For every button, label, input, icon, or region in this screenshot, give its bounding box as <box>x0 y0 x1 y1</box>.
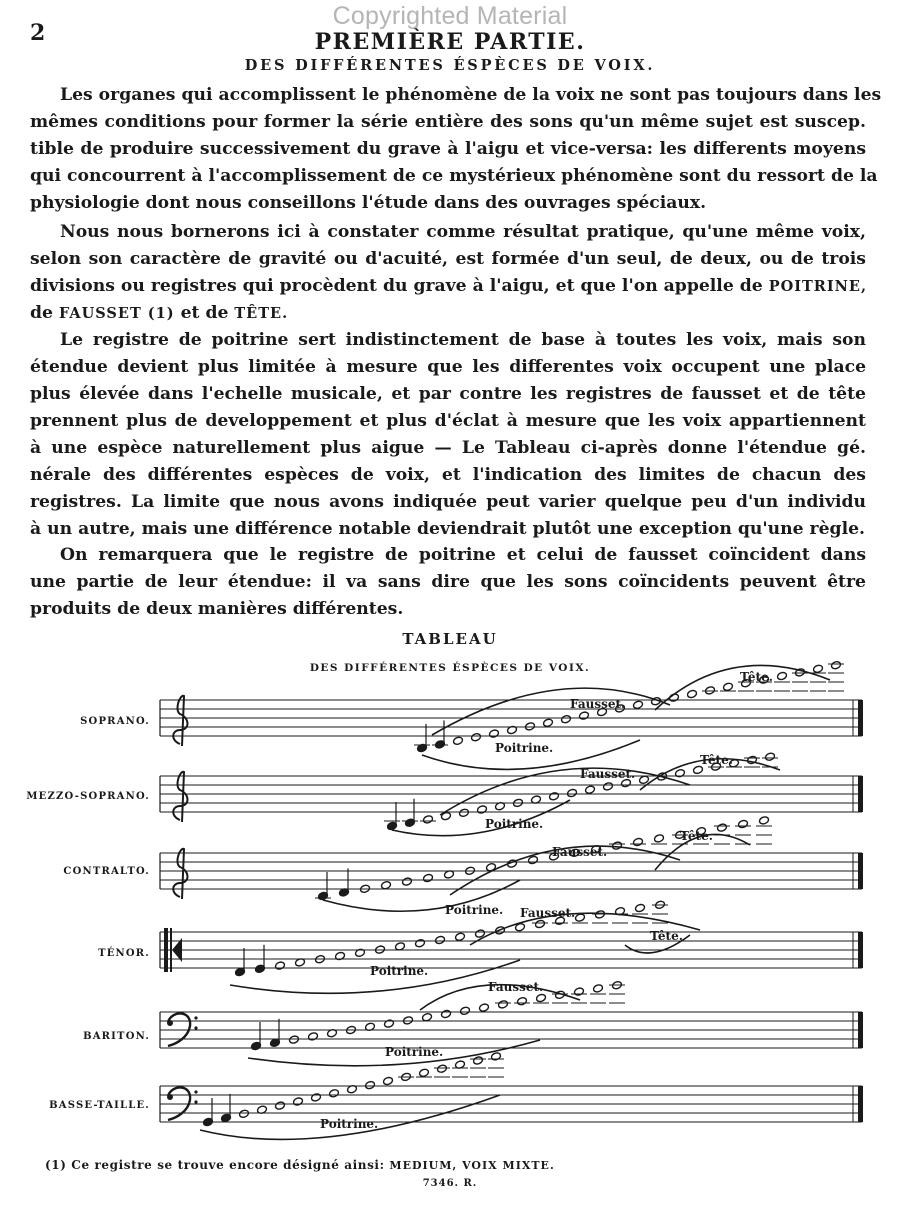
register-label-tete: Tête. <box>650 929 683 943</box>
text-line: mêmes conditions pour former la série entière des sons qu'un même sujet est suscep. <box>30 112 866 132</box>
note-head <box>441 1009 452 1018</box>
note-head <box>293 1097 304 1106</box>
term-tete: TÊTE. <box>234 305 289 322</box>
note-head <box>549 792 560 801</box>
fausset-slur <box>432 688 670 735</box>
bass-clef-dot-icon <box>194 1090 197 1093</box>
final-barline <box>858 1086 863 1122</box>
note-head <box>423 815 434 824</box>
text-line: à un autre, mais une différence notable deviendrait plutôt une exception qu'une règle. <box>30 519 866 539</box>
note-head <box>813 664 824 673</box>
treble-clef-icon <box>173 772 187 822</box>
voice-label-bariton: BARITON. <box>83 1031 150 1042</box>
note-head <box>517 997 528 1006</box>
note-head <box>777 671 788 680</box>
voice-label-soprano: SOPRANO. <box>80 716 150 727</box>
note-head <box>308 1032 319 1041</box>
note-head <box>275 1101 286 1110</box>
note-head <box>365 1080 376 1089</box>
register-label-poitrine: Poitrine. <box>485 817 544 831</box>
note-head <box>473 1056 484 1065</box>
bass-clef-icon <box>167 1020 173 1026</box>
staff <box>160 1012 863 1048</box>
note-head <box>384 1019 395 1028</box>
staff <box>160 1086 863 1122</box>
text-line: physiologie dont nous conseillons l'étude dans des ouvrages spéciaux. <box>30 193 707 213</box>
register-label-fausset: Fausset. <box>580 767 636 781</box>
text-line: produits de deux manières différentes. <box>30 599 404 619</box>
final-barline <box>858 700 863 736</box>
register-label-fausset: Fausset. <box>570 697 626 711</box>
text-line: nérale des différentes espèces de voix, et l'indication des limites de chacun des <box>30 465 866 485</box>
footnote-terms: MEDIUM, VOIX MIXTE. <box>389 1159 555 1172</box>
note-head <box>423 873 434 882</box>
final-barline <box>858 1012 863 1048</box>
text-line: tible de produire successivement du grave à l'aigu et vice-versa: les differents moyens <box>30 139 866 159</box>
note-head <box>738 819 749 828</box>
text-line: registres. La limite que nous avons indiquée peut varier quelque peu d'un individu <box>30 492 866 512</box>
voice-label-basse-taille: BASSE-TAILLE. <box>49 1100 150 1111</box>
register-label-fausset: Fausset. <box>552 845 608 859</box>
register-slurs <box>200 665 830 1139</box>
note-head <box>239 1109 250 1118</box>
text-line: à une espèce naturellement plus aigue — Le Tableau ci-après donne l'étendue gé. <box>30 438 866 458</box>
treble-clef-icon <box>173 849 187 899</box>
note-head <box>687 689 698 698</box>
voice-label-contralto: CONTRALTO. <box>63 866 150 877</box>
part-title: PREMIÈRE PARTIE. <box>314 29 586 55</box>
c-clef-icon <box>164 928 168 972</box>
term-fausset: FAUSSET (1) <box>58 305 175 322</box>
note-head <box>723 682 734 691</box>
register-label-fausset: Fausset. <box>520 906 576 920</box>
plate-number: 7346. R. <box>422 1178 478 1189</box>
note-head <box>489 729 500 738</box>
note-head <box>612 841 623 850</box>
note-head <box>498 1000 509 1009</box>
note-head <box>435 935 446 944</box>
bass-clef-dot-icon <box>194 1016 197 1019</box>
note-head <box>415 939 426 948</box>
note-head <box>289 1035 300 1044</box>
final-barline <box>858 932 863 968</box>
footnote <box>45 1158 555 1172</box>
note-head <box>525 722 536 731</box>
note-head <box>403 1016 414 1025</box>
note-head <box>574 987 585 996</box>
note-head <box>471 733 482 742</box>
text-line: On remarquera que le registre de poitrine et celui de fausset coïncident dans <box>60 545 866 565</box>
register-label-fausset: Fausset. <box>488 980 544 994</box>
page-number: 2 <box>30 20 46 46</box>
staves <box>160 696 863 1122</box>
term-poitrine: POITRINE, <box>768 278 867 295</box>
note-head <box>311 1093 322 1102</box>
staff <box>160 772 863 822</box>
text-line: une partie de leur étendue: il va sans dire que les sons coïncidents peuvent être <box>30 572 866 592</box>
register-labels <box>320 670 773 1131</box>
text-line: étendue devient plus limitée à mesure que les differentes voix occupent une place <box>30 357 866 377</box>
copyright-watermark: Copyrighted Material <box>332 2 568 30</box>
treble-clef-icon <box>173 696 187 746</box>
poitrine-slur <box>392 800 570 836</box>
register-label-poitrine: Poitrine. <box>370 964 429 978</box>
note-head <box>535 919 546 928</box>
text-line: Les organes qui accomplissent le phénomène de la voix ne sont pas toujours dans les <box>60 85 882 105</box>
note-head <box>477 805 488 814</box>
text-segment: de <box>30 303 53 323</box>
c-clef-icon <box>170 928 172 972</box>
register-label-tete: Tête. <box>740 670 773 684</box>
note-head <box>765 752 776 761</box>
note-head <box>536 993 547 1002</box>
note-head <box>455 932 466 941</box>
register-label-poitrine: Poitrine. <box>495 741 554 755</box>
note-head <box>275 961 286 970</box>
note-head <box>705 686 716 695</box>
text-segment: et de <box>180 303 229 323</box>
text-line: prennent plus de developpement et plus d'éclat à mesure que les voix appartiennent <box>30 411 866 431</box>
note-head <box>419 1068 430 1077</box>
register-label-tete: Tête. <box>680 829 713 843</box>
note-head <box>479 1003 490 1012</box>
note-head <box>585 785 596 794</box>
note-head <box>603 782 614 791</box>
staff <box>160 928 863 972</box>
note-head <box>437 1064 448 1073</box>
note-head <box>459 808 470 817</box>
note-head <box>329 1089 340 1098</box>
section-title: DES DIFFÉRENTES ÉSPÈCES DE VOIX. <box>244 57 656 74</box>
c-clef-icon <box>172 938 182 962</box>
register-label-poitrine: Poitrine. <box>320 1117 379 1131</box>
register-label-poitrine: Poitrine. <box>445 903 504 917</box>
bass-clef-icon <box>167 1094 173 1100</box>
note-head <box>635 903 646 912</box>
voice-label-tenor: TÉNOR. <box>98 948 150 959</box>
note-head <box>654 834 665 843</box>
text-line: selon son caractère de gravité ou d'acuité, est formée d'un seul, de deux, ou de trois <box>30 249 866 269</box>
fausset-slur <box>440 768 690 815</box>
voice-label-mezzo-soprano: MEZZO-SOPRANO. <box>26 791 150 802</box>
note-head <box>543 718 554 727</box>
bass-clef-dot-icon <box>194 1100 197 1103</box>
note-head <box>383 1076 394 1085</box>
note-head <box>831 661 842 670</box>
note-head <box>579 711 590 720</box>
final-barline <box>858 776 863 812</box>
note-head <box>453 736 464 745</box>
note-head <box>561 715 572 724</box>
bass-clef-dot-icon <box>194 1026 197 1029</box>
note-head <box>491 1052 502 1061</box>
text-line: Le registre de poitrine sert indistinctement de base à toutes les voix, mais son <box>60 330 866 350</box>
staff <box>160 849 863 899</box>
text-line: Nous nous bornerons ici à constater comme résultat pratique, qu'une même voix, <box>60 222 866 242</box>
tableau-title: TABLEAU <box>402 630 498 648</box>
note-head <box>717 823 728 832</box>
text-line: qui concourrent à l'accomplissement de ce mystérieux phénomène sont du ressort de la <box>30 166 878 186</box>
register-label-poitrine: Poitrine. <box>385 1045 444 1059</box>
register-label-tete: Tête. <box>700 753 733 767</box>
staff <box>160 696 863 746</box>
final-barline <box>858 853 863 889</box>
note-head <box>593 984 604 993</box>
footnote-text: Ce registre se trouve encore désigné ainsi: <box>71 1158 385 1172</box>
text-segment: divisions ou registres qui procèdent du grave à l'aigu, et que l'on appelle de <box>30 276 763 296</box>
note-head <box>567 788 578 797</box>
note-head <box>633 837 644 846</box>
text-line: plus élevée dans l'echelle musicale, et par contre les registres de fausset et de tête <box>30 384 866 404</box>
note-head <box>633 700 644 709</box>
note-head <box>460 1006 471 1015</box>
note-head <box>402 877 413 886</box>
note-head <box>759 816 770 825</box>
footnote-mark: (1) <box>45 1158 67 1172</box>
tableau-subtitle: DES DIFFÉRENTES ÉSPÈCES DE VOIX. <box>309 662 591 674</box>
notes <box>203 661 844 1127</box>
